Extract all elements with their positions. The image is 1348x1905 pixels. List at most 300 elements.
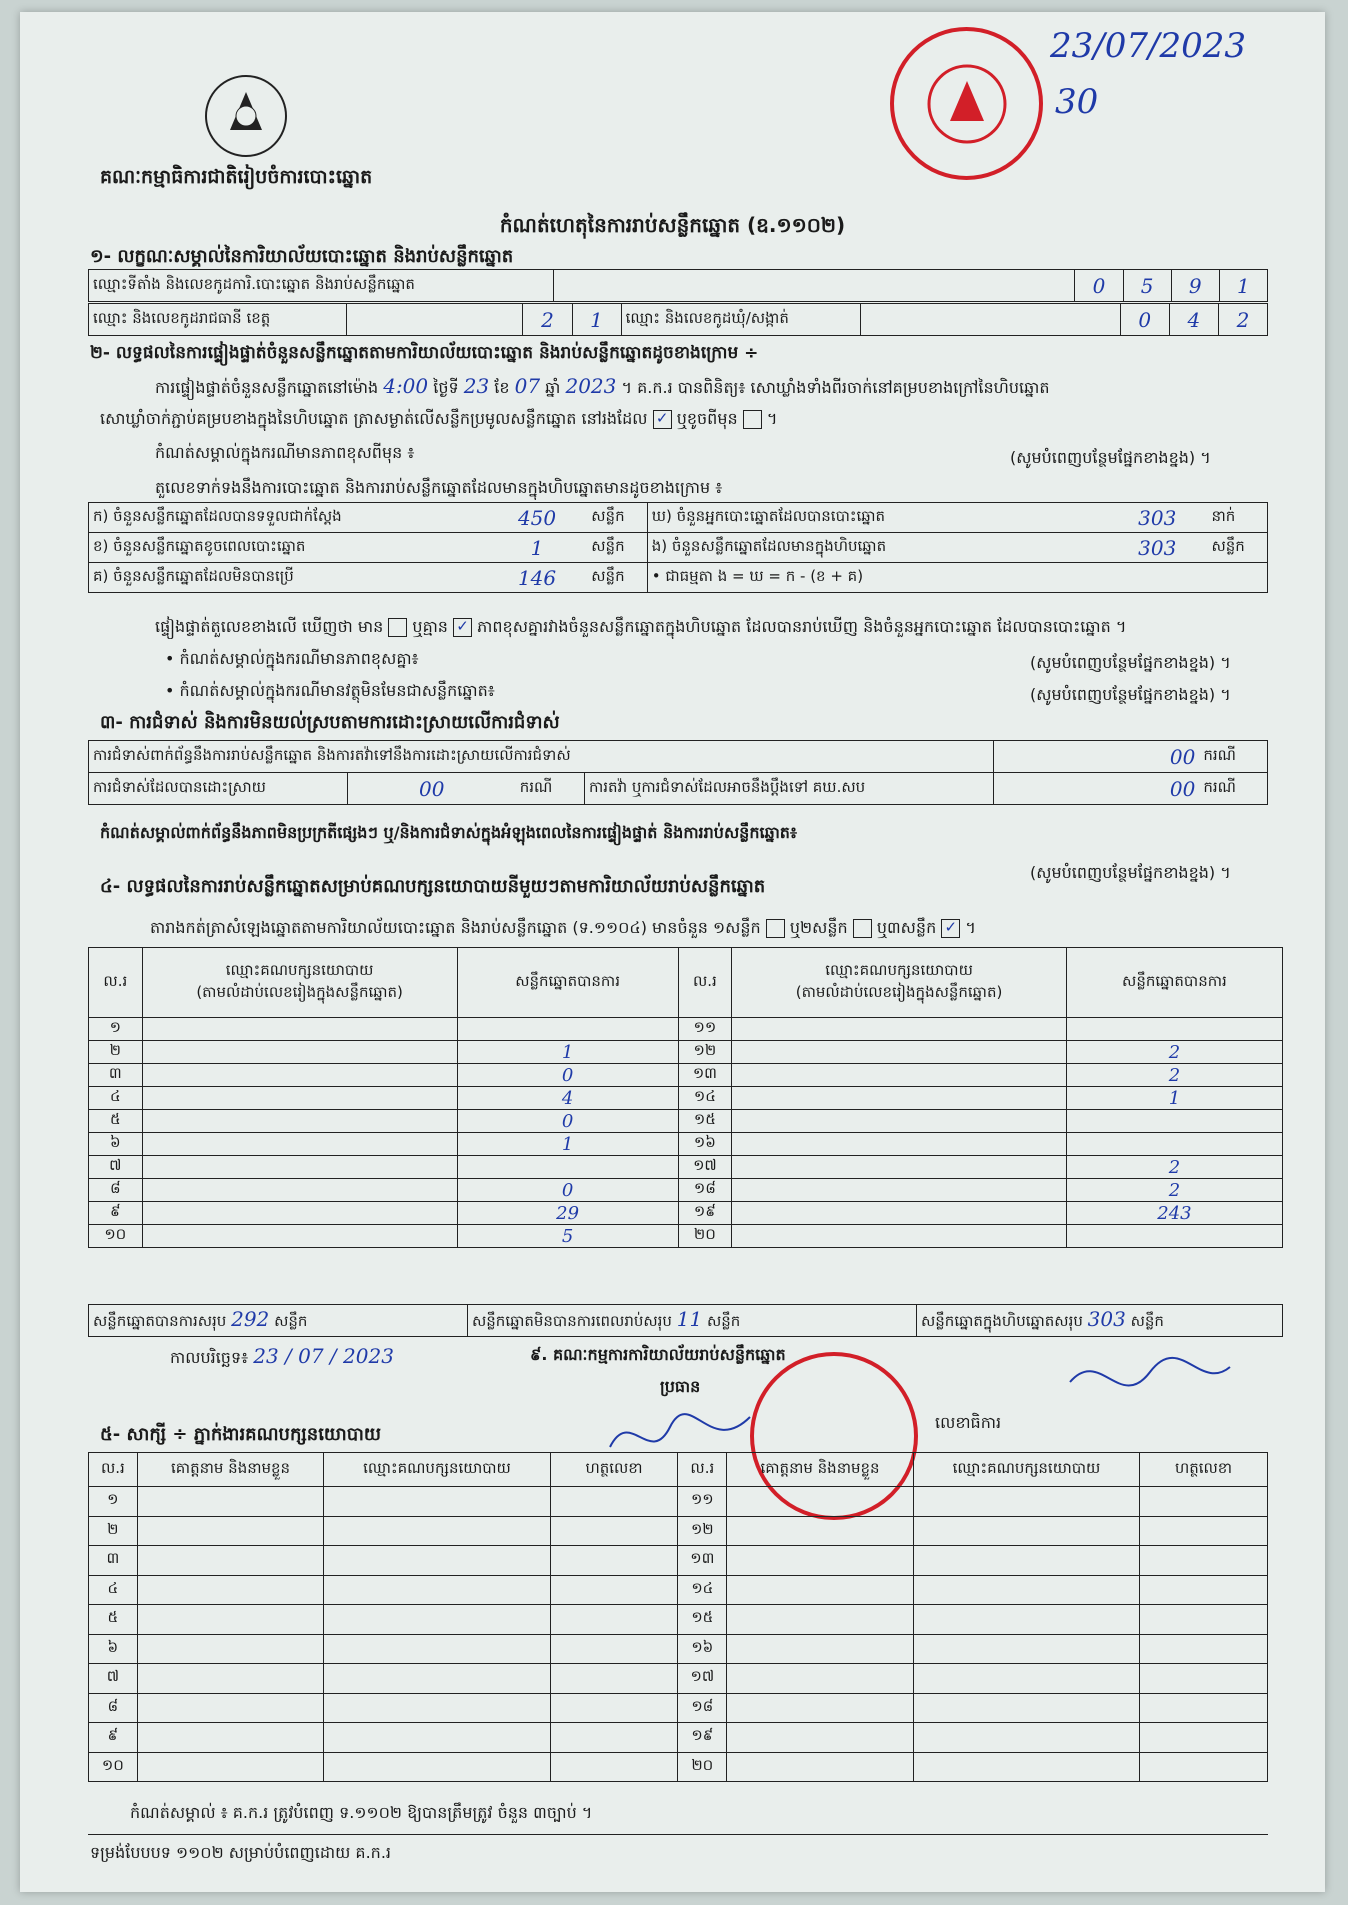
resolved-unit: ករណី [516, 773, 585, 805]
box-total [917, 1305, 1283, 1337]
appeal-label: ការតវ៉ា ឬការជំទាស់ដែលអាចនឹងប្តឹងទៅ គឃ.សប [585, 773, 994, 805]
results-votes: 1 [457, 1041, 678, 1064]
in-box-label: ង) ចំនួនសន្លឹកឆ្នោតដែលមានក្នុងហិបឆ្នោត [647, 533, 1107, 563]
witness-signature [550, 1516, 678, 1546]
seal-broken-checkbox[interactable] [743, 410, 762, 429]
footer-divider [88, 1834, 1268, 1835]
date-value: 23 / 07 / 2023 [253, 1344, 394, 1368]
witness-name [727, 1634, 914, 1664]
signing-date [170, 1344, 394, 1371]
voters-label: ឃ) ចំនួនអ្នកបោះឆ្នោតដែលបានបោះឆ្នោត [647, 503, 1107, 533]
witness-row [89, 1516, 1268, 1546]
valid-total-value: 292 [231, 1307, 270, 1331]
witness-party [324, 1516, 550, 1546]
results-party [142, 1156, 457, 1179]
results-no: ១៧ [678, 1156, 732, 1179]
formula-note: • ជាធម្មតា ង = ឃ = ក - (ខ + គ) [647, 563, 1267, 593]
verification-year: 2023 [565, 374, 617, 398]
spoiled-value: 1 [487, 533, 587, 563]
results-no: ១១ [678, 1018, 732, 1041]
results-no: ១០ [89, 1225, 143, 1248]
results-votes: 2 [1066, 1041, 1282, 1064]
chair-label: ប្រធាន [660, 1377, 701, 1396]
results-row [89, 1110, 1283, 1133]
handwritten-time: 30 [1055, 82, 1099, 122]
commune-code-3: 2 [1218, 304, 1267, 336]
witness-signature [1140, 1605, 1268, 1635]
witness-party-header: ឈ្មោះគណបក្សនយោបាយ [324, 1453, 550, 1487]
results-no: ១២ [678, 1041, 732, 1064]
witness-no: ៤ [89, 1575, 138, 1605]
witness-name [727, 1723, 914, 1753]
instruction-note: កំណត់សម្គាល់ ៖ គ.ក.រ ត្រូវបំពេញ ទ.១១០២ ឱ្យបានត្រឹមត្រូវ ចំនួន ៣ច្បាប់ ។ [130, 1803, 593, 1822]
results-votes-header-2: សន្លឹកឆ្នោតបានការ [1066, 948, 1282, 1018]
witness-party [324, 1752, 550, 1782]
commission-emblem-icon [200, 70, 292, 162]
witness-row [89, 1634, 1268, 1664]
results-votes: 0 [457, 1064, 678, 1087]
witness-party [913, 1693, 1139, 1723]
box-total-value: 303 [1087, 1307, 1126, 1331]
results-no: ១៩ [678, 1202, 732, 1225]
objections-label: ការជំទាស់ពាក់ព័ន្ធនឹងការរាប់សន្លឹកឆ្នោត និងការតវ៉ាទៅនឹងការដោះស្រាយលើការជំទាស់ [89, 741, 994, 773]
witness-name [137, 1605, 324, 1635]
witness-party [913, 1487, 1139, 1517]
province-code-2: 1 [572, 304, 621, 336]
received-value: 450 [487, 503, 587, 533]
commune-name [860, 304, 1120, 336]
witness-party [913, 1546, 1139, 1576]
document-page [20, 12, 1325, 1892]
witness-signature [1140, 1664, 1268, 1694]
results-no: ១៦ [678, 1133, 732, 1156]
seal-broken-label: ឬខូចពីមុន [676, 409, 738, 428]
figures-row-a [89, 503, 1268, 533]
valid-total-unit: សន្លឹក [274, 1312, 308, 1330]
results-row [89, 1225, 1283, 1248]
verification-time: 4:00 [383, 374, 429, 398]
results-party [732, 1225, 1067, 1248]
section-4-heading: ៤- លទ្ធផលនៃការរាប់សន្លឹកឆ្នោតសម្រាប់គណបក្សនយោបាយនីមួយៗតាមការិយាល័យរាប់សន្លឹកឆ្នោត [100, 876, 766, 897]
invalid-total-label: សន្លឹកឆ្នោតមិនបានការពេលរាប់សរុប [472, 1312, 672, 1330]
results-party [732, 1156, 1067, 1179]
party-header-sub: (តាមលំដាប់លេខរៀងក្នុងសន្លឹកឆ្នោត) [196, 982, 403, 1001]
witness-row [89, 1693, 1268, 1723]
witness-name [137, 1723, 324, 1753]
results-party [142, 1133, 457, 1156]
witness-name [727, 1575, 914, 1605]
witness-name [137, 1546, 324, 1576]
results-party [142, 1225, 457, 1248]
witness-signature [550, 1723, 678, 1753]
results-votes [1066, 1110, 1282, 1133]
results-table [88, 947, 1283, 1248]
results-no: ១៨ [678, 1179, 732, 1202]
station-code-1: 0 [1075, 270, 1123, 302]
discrepancy-yes-checkbox[interactable] [388, 618, 407, 637]
results-row [89, 1064, 1283, 1087]
results-no: ១៥ [678, 1110, 732, 1133]
witness-no: ៩ [89, 1723, 138, 1753]
witness-name-header: គោត្តនាម និងនាមខ្លួន [137, 1453, 324, 1487]
results-row [89, 1087, 1283, 1110]
witness-signature [550, 1664, 678, 1694]
witness-party [913, 1516, 1139, 1546]
witness-no: ១៧ [678, 1664, 727, 1694]
bullet-foreign-object: • កំណត់សម្គាល់ក្នុងករណីមានវត្ថុមិនមែនជាសន្លឹកឆ្នោត៖ [165, 681, 495, 700]
unused-value: 146 [487, 563, 587, 593]
tally-sheet-count: តារាងកត់ត្រាសំឡេងឆ្នោតតាមការិយាល័យបោះឆ្នោត និងរាប់សន្លឹកឆ្នោត (ទ.១១០៤) មានចំនួន ១សន្លឹក ឬ២សន្លឹក ឬ៣សន្លឹក ✓ ។ [150, 918, 976, 937]
witness-name [137, 1693, 324, 1723]
witness-name [727, 1693, 914, 1723]
witness-no: ៣ [89, 1546, 138, 1576]
objections-unit: ករណី [1199, 741, 1267, 773]
in-box-unit: សន្លឹក [1208, 533, 1268, 563]
ballot-figures-table [88, 502, 1268, 593]
results-row [89, 1156, 1283, 1179]
witness-row [89, 1664, 1268, 1694]
commune-label: ឈ្មោះ និងលេខកូដឃុំ/សង្កាត់ [621, 304, 860, 336]
box-total-label: សន្លឹកឆ្នោតក្នុងហិបឆ្នោតសរុប [921, 1312, 1083, 1330]
official-stamp [890, 27, 1043, 180]
resolved-label: ការជំទាស់ដែលបានដោះស្រាយ [89, 773, 348, 805]
witness-no: ១២ [678, 1516, 727, 1546]
seal-line: សោឃ្លាំចាក់ភ្ជាប់គម្របខាងក្នុងនៃហិបឆ្នោត ត្រាសម្ងាត់លើសន្លឹកប្រមូលសន្លឹកឆ្នោត នៅរងដែល ✓ ឬខូចពីមុន ។ [100, 409, 778, 428]
results-no: ២០ [678, 1225, 732, 1248]
objections-table [88, 740, 1268, 805]
witness-sig-header: ហត្ថលេខា [550, 1453, 678, 1487]
verification-text-b: ។ គ.ក.រ បានពិនិត្យ៖ សោឃ្លាំងទាំងពីរចាក់នៅគម្របខាងក្រៅនៃហិបឆ្នោត [621, 378, 1050, 397]
results-no: ៥ [89, 1110, 143, 1133]
invalid-total [468, 1305, 917, 1337]
witness-signature [1140, 1723, 1268, 1753]
difference-note: កំណត់សម្គាល់ក្នុងករណីមានភាពខុសពីមុន ៖ [155, 443, 415, 462]
witness-name [137, 1487, 324, 1517]
valid-total-label: សន្លឹកឆ្នោតបានការសរុប [93, 1312, 227, 1330]
spoiled-unit: សន្លឹក [587, 533, 647, 563]
results-party-header [142, 948, 457, 1018]
fill-back-note-3: (សូមបំពេញបន្ថែមផ្នែកខាងខ្នង) ។ [1030, 685, 1231, 704]
witness-no: ៦ [89, 1634, 138, 1664]
results-party [142, 1179, 457, 1202]
witness-party [913, 1575, 1139, 1605]
witness-sig-header-2: ហត្ថលេខា [1140, 1453, 1268, 1487]
witness-party [913, 1664, 1139, 1694]
results-row [89, 1202, 1283, 1225]
verification-text: ការផ្ទៀងផ្ទាត់ចំនួនសន្លឹកឆ្នោតនៅម៉ោង [155, 378, 379, 397]
form-footer: ទម្រង់បែបបទ ១១០២ សម្រាប់បំពេញដោយ គ.ក.រ [90, 1843, 391, 1862]
results-row [89, 1018, 1283, 1041]
results-row [89, 1133, 1283, 1156]
results-no: ៧ [89, 1156, 143, 1179]
results-votes [1066, 1018, 1282, 1041]
results-party [732, 1018, 1067, 1041]
seal-intact-checkbox[interactable]: ✓ [653, 410, 672, 429]
results-votes-header: សន្លឹកឆ្នោតបានការ [457, 948, 678, 1018]
appeal-value: 00 [993, 773, 1199, 805]
witness-row [89, 1605, 1268, 1635]
verification-day: 23 [463, 374, 490, 398]
witness-row [89, 1752, 1268, 1782]
witness-signature [1140, 1693, 1268, 1723]
witness-no: ១០ [89, 1752, 138, 1782]
discrepancy-check [155, 616, 1126, 640]
unused-label: គ) ចំនួនសន្លឹកឆ្នោតដែលមិនបានប្រើ [89, 563, 487, 593]
results-row [89, 1179, 1283, 1202]
results-no: ៦ [89, 1133, 143, 1156]
two-sheet-checkbox[interactable] [853, 919, 872, 938]
witness-no: ១៤ [678, 1575, 727, 1605]
stamp-emblem-icon [922, 59, 1012, 149]
secretary-signature [1060, 1342, 1240, 1422]
witness-party [913, 1605, 1139, 1635]
section-2-heading: ២- លទ្ធផលនៃការផ្ទៀងផ្ទាត់ចំនួនសន្លឹកឆ្នោតតាមការិយាល័យបោះឆ្នោត និងរាប់សន្លឹកឆ្នោតដូចខាងក្រោម ÷ [90, 343, 759, 363]
committee-label: ៩. គណៈកម្មការការិយាល័យរាប់សន្លឹកឆ្នោត [530, 1345, 786, 1364]
secretary-label: លេខាធិការ [935, 1413, 1002, 1432]
discrepancy-no-checkbox[interactable]: ✓ [453, 618, 472, 637]
witness-name-header-2: គោត្តនាម និងនាមខ្លួន [727, 1453, 914, 1487]
discrepancy-text-c: ភាពខុសគ្នារវាងចំនួនសន្លឹកឆ្នោតក្នុងហិបឆ្នោត ដែលបានរាប់ឃើញ និងចំនួនអ្នកបោះឆ្នោត ដែលបានបោះឆ្នោត ។ [477, 617, 1127, 636]
verification-month: 07 [514, 374, 541, 398]
commune-code-2: 4 [1169, 304, 1218, 336]
station-code-3: 9 [1171, 270, 1219, 302]
results-party [142, 1202, 457, 1225]
witness-no: ១៨ [678, 1693, 727, 1723]
results-party [732, 1202, 1067, 1225]
witness-name [137, 1664, 324, 1694]
document-title: កំណត់ហេតុនៃការរាប់សន្លឹកឆ្នោត (ឧ.១១០២) [499, 213, 846, 237]
witness-signature [1140, 1575, 1268, 1605]
section-3-heading: ៣- ការជំទាស់ និងការមិនយល់ស្របតាមការដោះស្រាយលើការជំទាស់ [100, 712, 560, 733]
witness-party [324, 1693, 550, 1723]
date-label: កាលបរិច្ឆេទ៖ [170, 1348, 249, 1367]
witness-no: ១៣ [678, 1546, 727, 1576]
witness-no: ៥ [89, 1605, 138, 1635]
witness-signature [550, 1487, 678, 1517]
witness-row [89, 1546, 1268, 1576]
totals-table [88, 1304, 1283, 1337]
results-no: ២ [89, 1041, 143, 1064]
witness-signature [1140, 1634, 1268, 1664]
witness-signature [550, 1634, 678, 1664]
results-votes: 0 [457, 1110, 678, 1133]
witness-party [324, 1605, 550, 1635]
results-party [732, 1110, 1067, 1133]
party-header-text: ឈ្មោះគណបក្សនយោបាយ [225, 960, 374, 979]
unused-unit: សន្លឹក [587, 563, 647, 593]
results-row [89, 1041, 1283, 1064]
province-code-1: 2 [523, 304, 572, 336]
results-party [142, 1087, 457, 1110]
witness-signature [1140, 1516, 1268, 1546]
witness-row [89, 1575, 1268, 1605]
results-no: ៤ [89, 1087, 143, 1110]
witness-no: ២ [89, 1516, 138, 1546]
figures-row-c [89, 563, 1268, 593]
results-votes: 29 [457, 1202, 678, 1225]
fill-back-note-2: (សូមបំពេញបន្ថែមផ្នែកខាងខ្នង) ។ [1030, 653, 1231, 672]
witness-signature [550, 1693, 678, 1723]
witness-no: ១៩ [678, 1723, 727, 1753]
three-sheet-checkbox[interactable]: ✓ [941, 919, 960, 938]
organization-name: គណៈកម្មាធិការជាតិរៀបចំការបោះឆ្នោត [100, 166, 373, 188]
results-party [732, 1064, 1067, 1087]
fill-back-note-4: (សូមបំពេញបន្ថែមផ្នែកខាងខ្នង) ។ [1030, 863, 1231, 882]
witness-body [89, 1487, 1268, 1782]
party-header-text-2: ឈ្មោះគណបក្សនយោបាយ [825, 960, 973, 979]
invalid-total-value: 11 [676, 1307, 703, 1331]
witness-name [727, 1546, 914, 1576]
station-label: ឈ្មោះទីតាំង និងលេខកូដការិ.បោះឆ្នោត និងរាប់សន្លឹកឆ្នោត [89, 270, 554, 302]
results-votes: 243 [1066, 1202, 1282, 1225]
results-no: ៩ [89, 1202, 143, 1225]
results-party [732, 1133, 1067, 1156]
witness-name [137, 1575, 324, 1605]
section-1-heading: ១- លក្ខណៈសម្គាល់នៃការិយាល័យបោះឆ្នោត និងរាប់សន្លឹកឆ្នោត [90, 246, 514, 267]
province-name [346, 304, 522, 336]
witness-name [727, 1487, 914, 1517]
witness-no: ១៦ [678, 1634, 727, 1664]
figures-intro: តួលេខទាក់ទងនឹងការបោះឆ្នោត និងការរាប់សន្លឹកឆ្នោតដែលមានក្នុងហិបឆ្នោតមានដូចខាងក្រោម ៖ [155, 478, 723, 497]
results-votes: 2 [1066, 1156, 1282, 1179]
station-name [554, 270, 1075, 302]
witness-name [137, 1752, 324, 1782]
year-label: ឆ្នាំ [545, 378, 561, 397]
figures-row-b [89, 533, 1268, 563]
in-box-value: 303 [1107, 533, 1207, 563]
witness-signature [550, 1546, 678, 1576]
results-votes: 5 [457, 1225, 678, 1248]
results-body [89, 1018, 1283, 1248]
results-party [142, 1110, 457, 1133]
voters-value: 303 [1107, 503, 1207, 533]
witness-no: ៧ [89, 1664, 138, 1694]
witness-no: ១៥ [678, 1605, 727, 1635]
results-party [142, 1041, 457, 1064]
party-header-sub-2: (តាមលំដាប់លេខរៀងក្នុងសន្លឹកឆ្នោត) [795, 982, 1003, 1001]
section-5-heading: ៥- សាក្សី ÷ ភ្នាក់ងារគណបក្សនយោបាយ [100, 1424, 382, 1445]
results-votes [457, 1018, 678, 1041]
seal-text: សោឃ្លាំចាក់ភ្ជាប់គម្របខាងក្នុងនៃហិបឆ្នោត ត្រាសម្ងាត់លើសន្លឹកប្រមូលសន្លឹកឆ្នោត នៅរងដែល [100, 409, 648, 428]
witness-party [324, 1546, 550, 1576]
witness-signature [1140, 1752, 1268, 1782]
received-unit: សន្លឹក [587, 503, 647, 533]
day-label: ថ្ងៃទី [433, 378, 459, 397]
witness-no-header-2: ល.រ [678, 1453, 727, 1487]
witness-no: ១ [89, 1487, 138, 1517]
witness-party [913, 1634, 1139, 1664]
witness-signature [1140, 1546, 1268, 1576]
witness-party [324, 1634, 550, 1664]
witness-row [89, 1723, 1268, 1753]
witness-name [137, 1634, 324, 1664]
three-sheet-label: ឬ៣សន្លឹក [876, 918, 937, 937]
witness-party [324, 1487, 550, 1517]
received-label: ក) ចំនួនសន្លឹកឆ្នោតដែលបានទទួលជាក់ស្តែង [89, 503, 487, 533]
witness-signature [1140, 1487, 1268, 1517]
station-code-2: 5 [1123, 270, 1171, 302]
tally-intro: តារាងកត់ត្រាសំឡេងឆ្នោតតាមការិយាល័យបោះឆ្នោត និងរាប់សន្លឹកឆ្នោត (ទ.១១០៤) មានចំនួន ១សន្លឹក [150, 918, 761, 937]
results-no: ១៤ [678, 1087, 732, 1110]
witness-party [324, 1664, 550, 1694]
results-no-header-2: ល.រ [678, 948, 732, 1018]
results-no: ១ [89, 1018, 143, 1041]
spoiled-label: ខ) ចំនួនសន្លឹកឆ្នោតខូចពេលបោះឆ្នោត [89, 533, 487, 563]
resolved-value: 00 [347, 773, 515, 805]
results-no: ១៣ [678, 1064, 732, 1087]
results-votes: 2 [1066, 1179, 1282, 1202]
results-votes [1066, 1133, 1282, 1156]
witness-table [88, 1452, 1268, 1782]
results-party-header-2 [732, 948, 1067, 1018]
results-party [142, 1018, 457, 1041]
province-label: ឈ្មោះ និងលេខកូដរាជធានី ខេត្ត [89, 304, 347, 336]
witness-row [89, 1487, 1268, 1517]
box-total-unit: សន្លឹក [1130, 1312, 1164, 1330]
results-votes [1066, 1225, 1282, 1248]
witness-party [324, 1575, 550, 1605]
section-1-table [88, 269, 1268, 302]
bullet-difference: • កំណត់សម្គាល់ក្នុងករណីមានភាពខុសគ្នា៖ [165, 649, 419, 668]
witness-name [727, 1664, 914, 1694]
results-party [142, 1064, 457, 1087]
results-votes: 0 [457, 1179, 678, 1202]
irregularity-note: កំណត់សម្គាល់ពាក់ព័ន្ធនឹងភាពមិនប្រក្រតីផ្សេងៗ ឬ/និងការជំទាស់ក្នុងអំឡុងពេលនៃការផ្ទៀងផ្ទាត់ និងការរាប់សន្លឹកឆ្នោត៖ [100, 823, 797, 842]
witness-party [913, 1723, 1139, 1753]
witness-party-header-2: ឈ្មោះគណបក្សនយោបាយ [913, 1453, 1139, 1487]
one-sheet-checkbox[interactable] [766, 919, 785, 938]
witness-name [727, 1516, 914, 1546]
valid-total [89, 1305, 468, 1337]
results-votes: 2 [1066, 1064, 1282, 1087]
handwritten-date: 23/07/2023 [1050, 26, 1246, 66]
witness-no: ២០ [678, 1752, 727, 1782]
results-votes: 1 [1066, 1087, 1282, 1110]
objections-value: 00 [993, 741, 1199, 773]
witness-no: ៨ [89, 1693, 138, 1723]
fill-back-note-1: (សូមបំពេញបន្ថែមផ្នែកខាងខ្នង) ។ [1010, 448, 1211, 467]
results-party [732, 1179, 1067, 1202]
witness-signature [550, 1752, 678, 1782]
results-party [732, 1087, 1067, 1110]
witness-signature [550, 1605, 678, 1635]
two-sheet-label: ឬ២សន្លឹក [789, 918, 848, 937]
witness-no: ១១ [678, 1487, 727, 1517]
appeal-unit: ករណី [1199, 773, 1267, 805]
results-no: ៣ [89, 1064, 143, 1087]
results-votes: 4 [457, 1087, 678, 1110]
voters-unit: នាក់ [1208, 503, 1268, 533]
witness-party [324, 1723, 550, 1753]
section-1-table-row2 [88, 303, 1268, 336]
witness-name [727, 1605, 914, 1635]
invalid-total-unit: សន្លឹក [706, 1312, 741, 1330]
witness-no-header: ល.រ [89, 1453, 138, 1487]
commune-code-1: 0 [1120, 304, 1169, 336]
witness-party [913, 1752, 1139, 1782]
discrepancy-no-label: ឬគ្មាន [412, 617, 448, 636]
witness-name [137, 1516, 324, 1546]
results-votes [457, 1156, 678, 1179]
station-code-4: 1 [1219, 270, 1267, 302]
results-votes: 1 [457, 1133, 678, 1156]
month-label: ខែ [494, 378, 510, 397]
witness-name [727, 1752, 914, 1782]
discrepancy-text: ផ្ទៀងផ្ទាត់តួលេខខាងលើ ឃើញថា មាន [155, 617, 384, 636]
results-no: ៨ [89, 1179, 143, 1202]
verification-line [155, 374, 1049, 401]
results-party [732, 1041, 1067, 1064]
